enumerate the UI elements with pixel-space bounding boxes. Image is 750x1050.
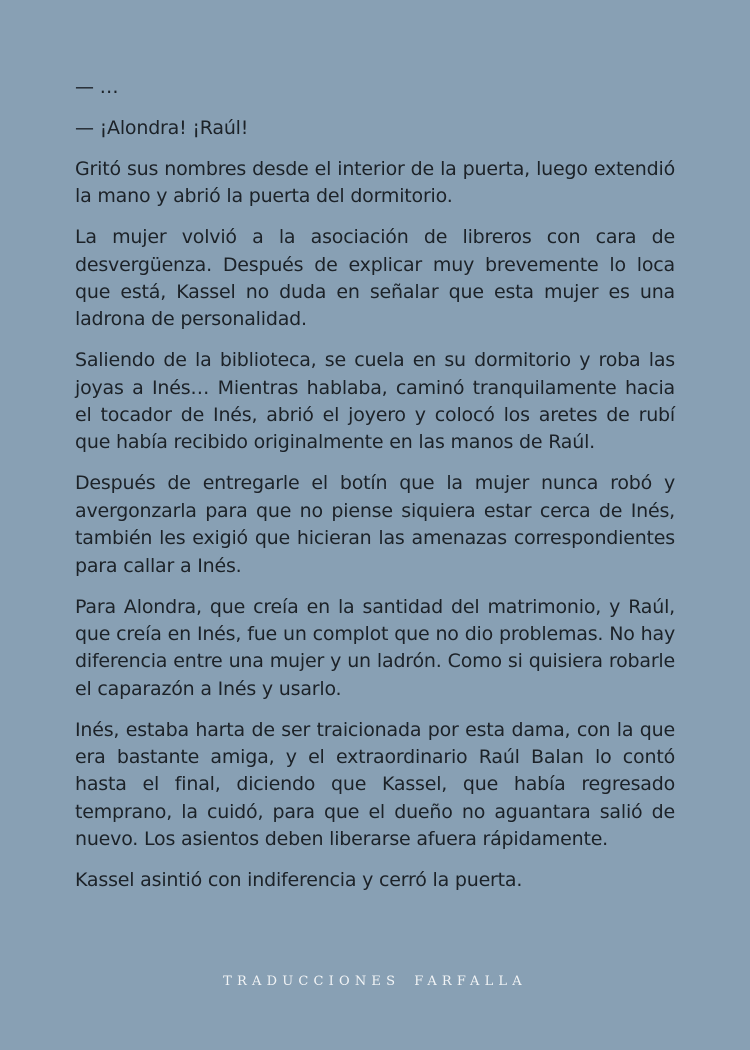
paragraph: Después de entregarle el botín que la mujer nunca robó y avergonzarla para que no piense siquiera estar cerca de Inés, también les exigió que hicieran las amenazas correspondientes para callar a Inés. — [75, 472, 675, 577]
document-body — [75, 74, 675, 908]
paragraph: La mujer volvió a la asociación de libreros con cara de desvergüenza. Después de explicar muy brevemente lo loca que está, Kassel no duda en señalar que esta mujer es una ladrona de personalidad. — [75, 226, 675, 331]
footer-word-traducciones: TRADUCCIONES — [223, 974, 401, 989]
paragraph: Para Alondra, que creía en la santidad del matrimonio, y Raúl, que creía en Inés, fue un complot que no dio problemas. No hay diferencia entre una mujer y un ladrón. Como si quisiera robarle el caparazón a Inés y usarlo. — [75, 595, 675, 700]
paragraph-ellipsis: — … — [75, 76, 119, 98]
footer-word-farfalla: FARFALLA — [414, 974, 527, 989]
paragraph: Gritó sus nombres desde el interior de la puerta, luego extendió la mano y abrió la puerta del dormitorio. — [75, 157, 675, 208]
paragraph-final: Kassel asintió con indiferencia y cerró la puerta. — [75, 869, 523, 892]
paragraph: Inés, estaba harta de ser traicionada por esta dama, con la que era bastante amiga, y el extraordinario Raúl Balan lo contó hasta el final, diciendo que Kassel, que había regresado temprano, la cuidó, para que el dueño no aguantara salió de nuevo. Los asientos deben liberarse afuera rápidamente. — [75, 718, 675, 851]
footer-watermark — [0, 974, 750, 989]
paragraph-exclamation: — ¡Alondra! ¡Raúl! — [75, 116, 249, 139]
paragraph: Saliendo de la biblioteca, se cuela en su dormitorio y roba las joyas a Inés… Mientras hablaba, caminó tranquilamente hacia el tocador de Inés, abrió el joyero y colocó los aretes de rubí que había recibido originalmente en las manos de Raúl. — [75, 349, 675, 454]
